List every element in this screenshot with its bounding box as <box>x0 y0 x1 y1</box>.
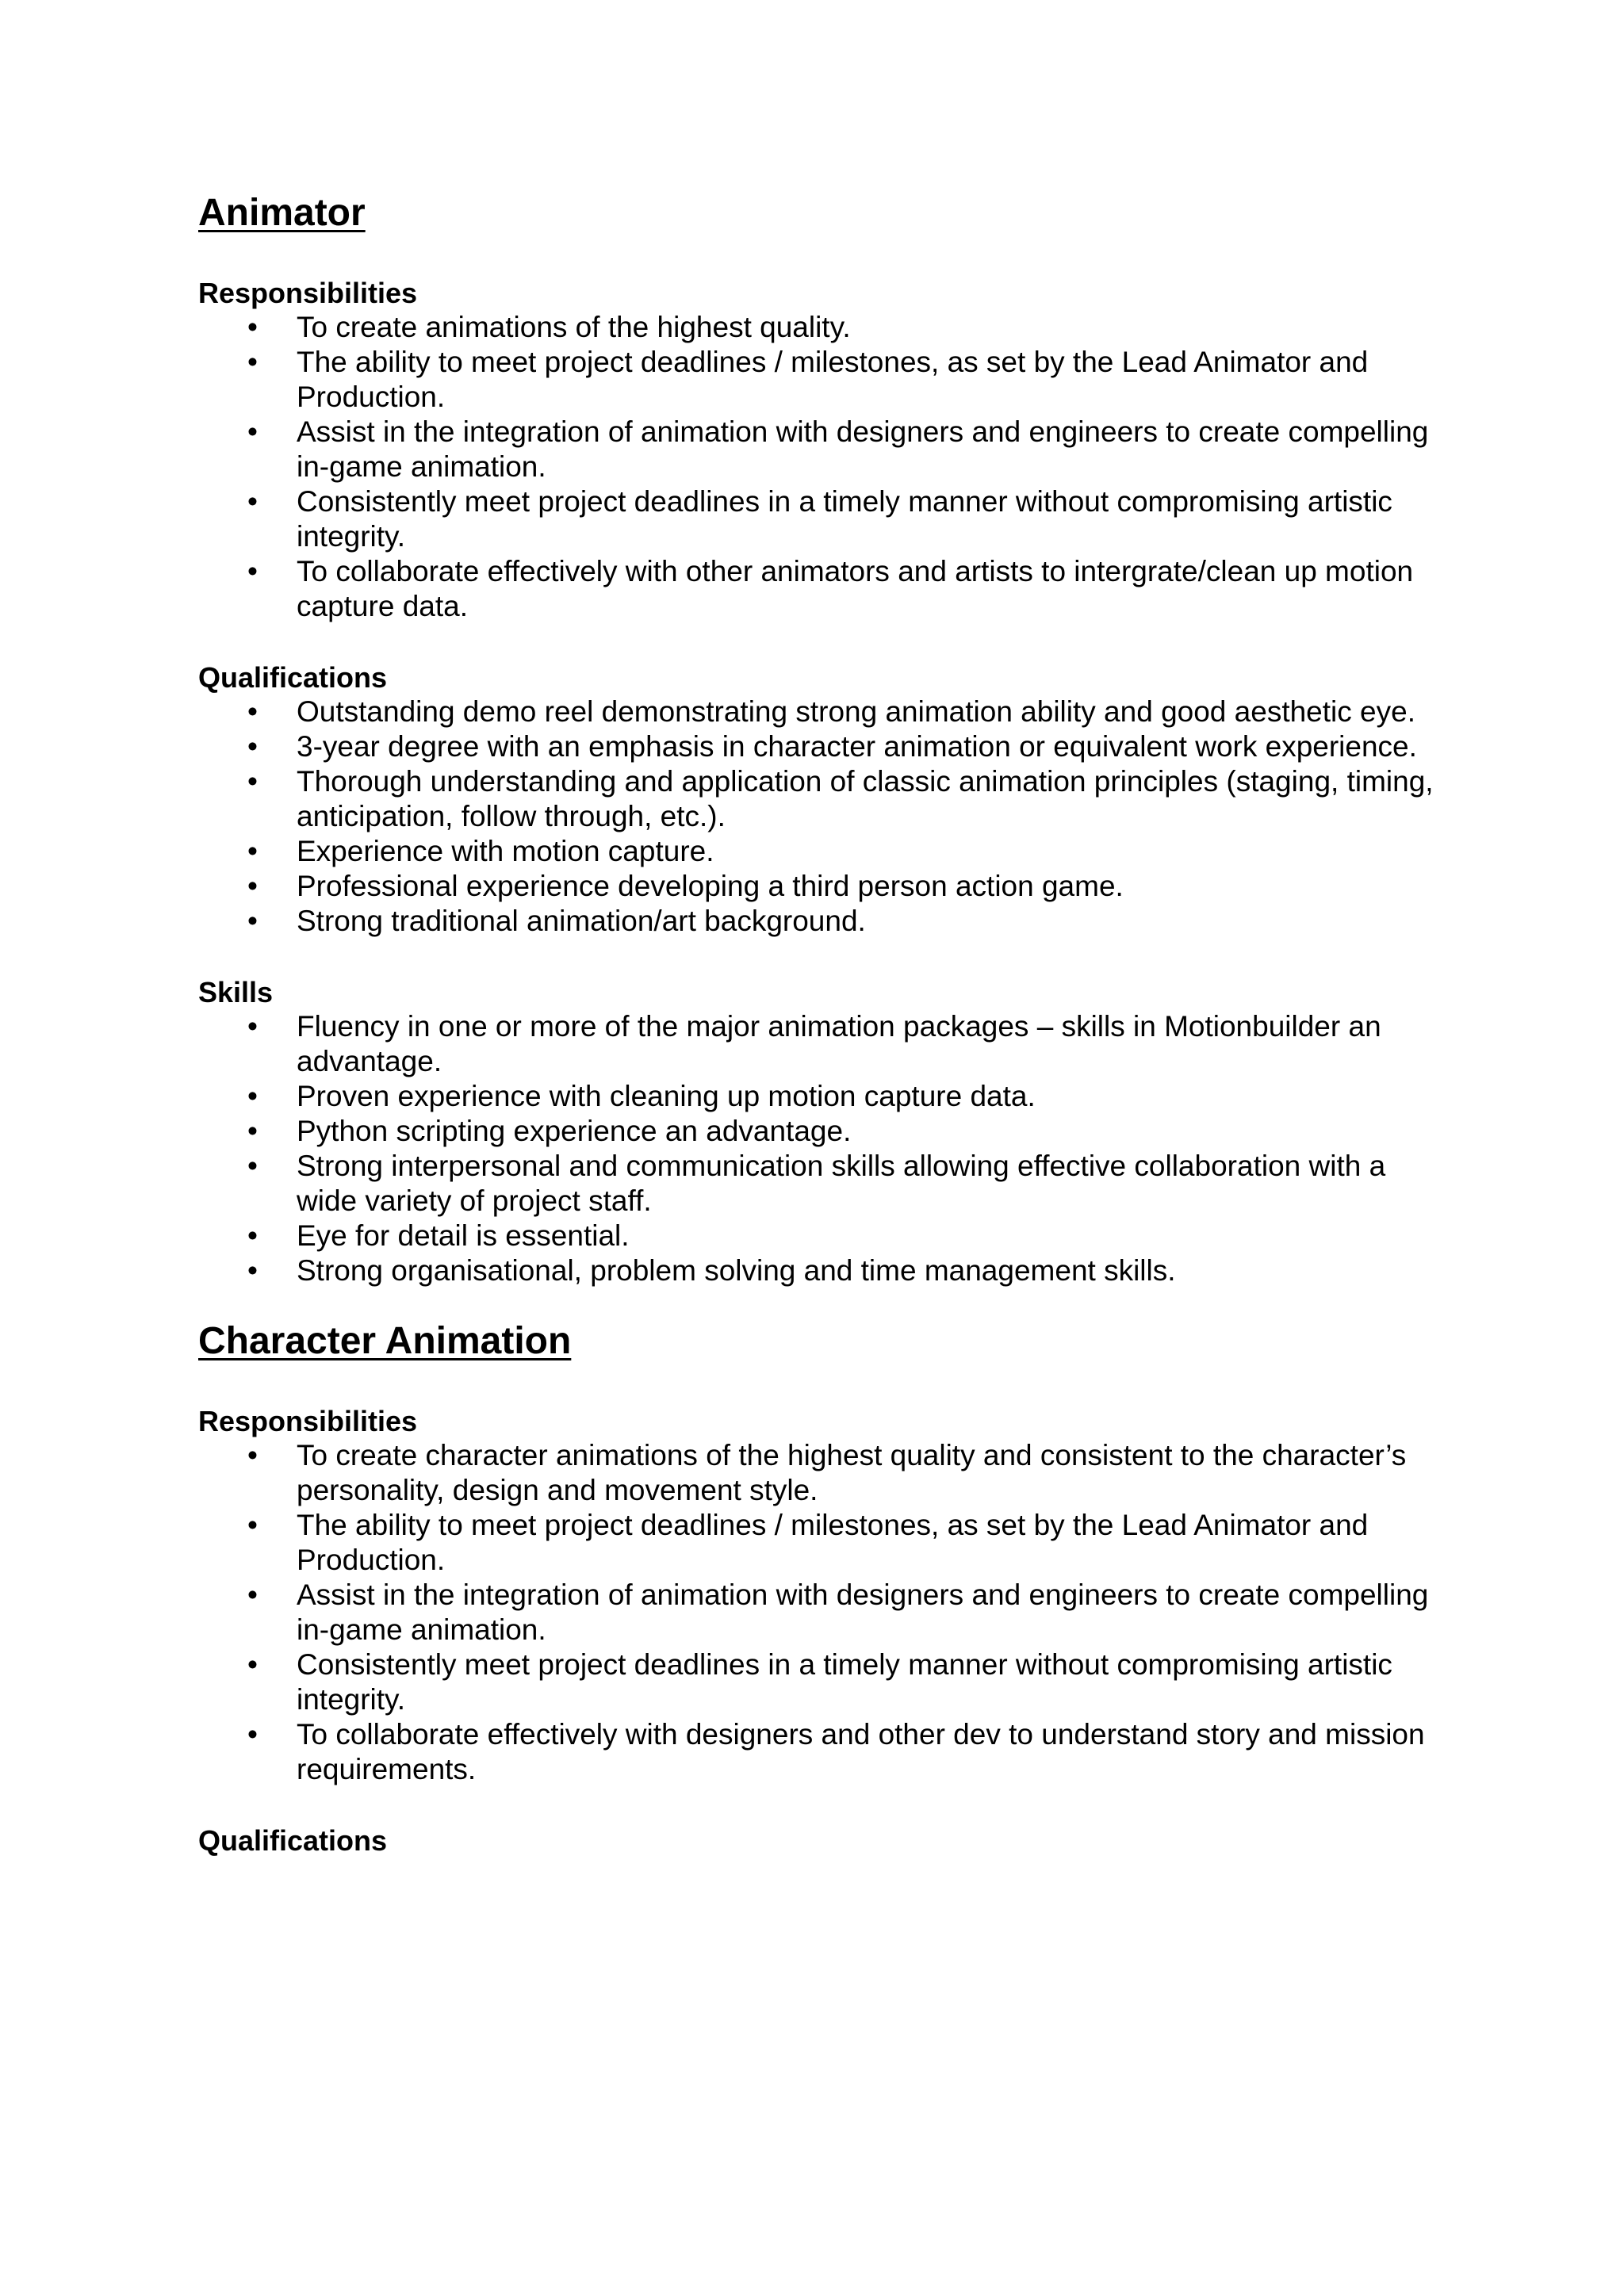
list-item: • Thorough understanding and application of classic animation principles (staging, timing, anticipation, follow through, etc.). <box>198 764 1435 834</box>
list-item: • Consistently meet project deadlines in a timely manner without compromising artistic integrity. <box>198 1647 1435 1717</box>
character-animation-responsibilities-heading: Responsibilities <box>198 1404 418 1437</box>
list-item: • Professional experience developing a third person action game. <box>198 869 1435 904</box>
animator-skills-heading: Skills <box>198 975 274 1008</box>
section-title-animator: Animator <box>198 192 366 234</box>
character-animation-responsibilities-list <box>198 1438 1435 1787</box>
list-item: • To collaborate effectively with other animators and artists to intergrate/clean up motion capture data. <box>198 554 1435 624</box>
list-item: • Fluency in one or more of the major animation packages – skills in Motionbuilder an advantage. <box>198 1009 1435 1079</box>
document-body <box>198 190 1435 1858</box>
list-item: • Outstanding demo reel demonstrating strong animation ability and good aesthetic eye. <box>198 695 1435 729</box>
list-item: • Strong interpersonal and communication skills allowing effective collaboration with a wide variety of project staff. <box>198 1149 1435 1219</box>
list-item: • Proven experience with cleaning up motion capture data. <box>198 1079 1435 1114</box>
animator-responsibilities-list <box>198 310 1435 624</box>
animator-responsibilities-heading: Responsibilities <box>198 276 418 309</box>
list-item: • Experience with motion capture. <box>198 834 1435 869</box>
list-item: • Strong organisational, problem solving and time management skills. <box>198 1253 1435 1288</box>
list-item: • Assist in the integration of animation with designers and engineers to create compelling in-game animation. <box>198 1578 1435 1647</box>
list-item: • To create character animations of the highest quality and consistent to the character’s personality, design and movement style. <box>198 1438 1435 1508</box>
list-item: • 3-year degree with an emphasis in character animation or equivalent work experience. <box>198 729 1435 764</box>
list-item: • To collaborate effectively with designers and other dev to understand story and mission requirements. <box>198 1717 1435 1787</box>
list-item: • Strong traditional animation/art background. <box>198 904 1435 939</box>
list-item: • To create animations of the highest quality. <box>198 310 1435 345</box>
animator-qualifications-heading: Qualifications <box>198 660 388 694</box>
list-item: • Python scripting experience an advantage. <box>198 1114 1435 1149</box>
list-item: • Eye for detail is essential. <box>198 1219 1435 1253</box>
list-item: • Assist in the integration of animation with designers and engineers to create compelling in-game animation. <box>198 415 1435 484</box>
character-animation-qualifications-heading: Qualifications <box>198 1823 388 1857</box>
list-item: • Consistently meet project deadlines in a timely manner without compromising artistic integrity. <box>198 484 1435 554</box>
animator-qualifications-list <box>198 695 1435 939</box>
section-title-character-animation: Character Animation <box>198 1320 572 1363</box>
list-item: • The ability to meet project deadlines / milestones, as set by the Lead Animator and Production. <box>198 1508 1435 1578</box>
animator-skills-list <box>198 1009 1435 1288</box>
list-item: • The ability to meet project deadlines / milestones, as set by the Lead Animator and Production. <box>198 345 1435 415</box>
